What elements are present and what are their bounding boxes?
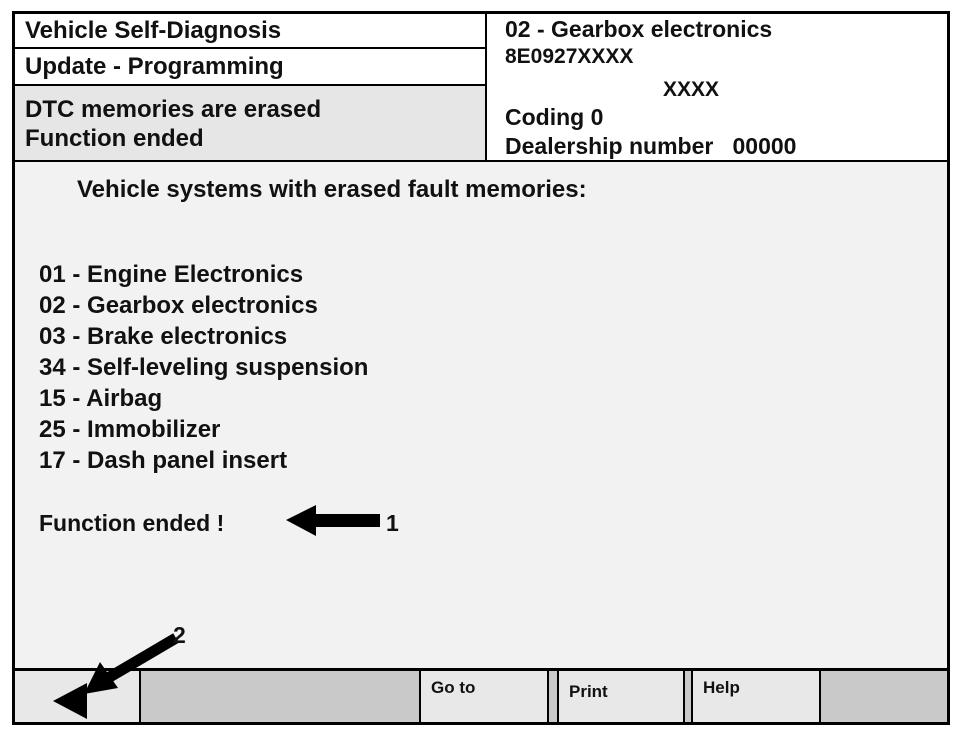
list-item: 17 - Dash panel insert	[39, 447, 288, 474]
app-title: Vehicle Self-Diagnosis	[15, 14, 487, 49]
help-button[interactable]: Help	[693, 671, 821, 722]
print-button[interactable]: Print	[559, 671, 685, 722]
function-ended-message: Function ended !	[39, 510, 225, 536]
status-line-2: Function ended	[25, 125, 204, 152]
goto-button[interactable]: Go to	[421, 671, 549, 722]
dealership-label: Dealership number	[505, 133, 714, 159]
module-name: 02 - Gearbox electronics	[505, 16, 773, 42]
dealership-number: 00000	[732, 133, 797, 159]
status-line-1: DTC memories are erased	[25, 96, 322, 123]
callout-arrow-1	[286, 505, 380, 536]
list-item: 03 - Brake electronics	[39, 323, 288, 350]
part-suffix: XXXX	[663, 78, 720, 101]
systems-heading: Vehicle systems with erased fault memories:	[77, 176, 587, 203]
part-number: 8E0927XXXX	[505, 45, 634, 68]
list-item: 02 - Gearbox electronics	[39, 292, 318, 319]
list-item: 34 - Self-leveling suspension	[39, 354, 369, 381]
mode-title: Update - Programming	[15, 49, 487, 86]
list-item: 25 - Immobilizer	[39, 416, 221, 443]
callout-label-2: 2	[173, 622, 186, 648]
callout-arrow-2	[84, 638, 176, 694]
list-item: 01 - Engine Electronics	[39, 261, 304, 288]
list-item: 15 - Airbag	[39, 385, 163, 412]
coding-value: Coding 0	[505, 104, 604, 130]
callout-label-1: 1	[386, 510, 399, 536]
